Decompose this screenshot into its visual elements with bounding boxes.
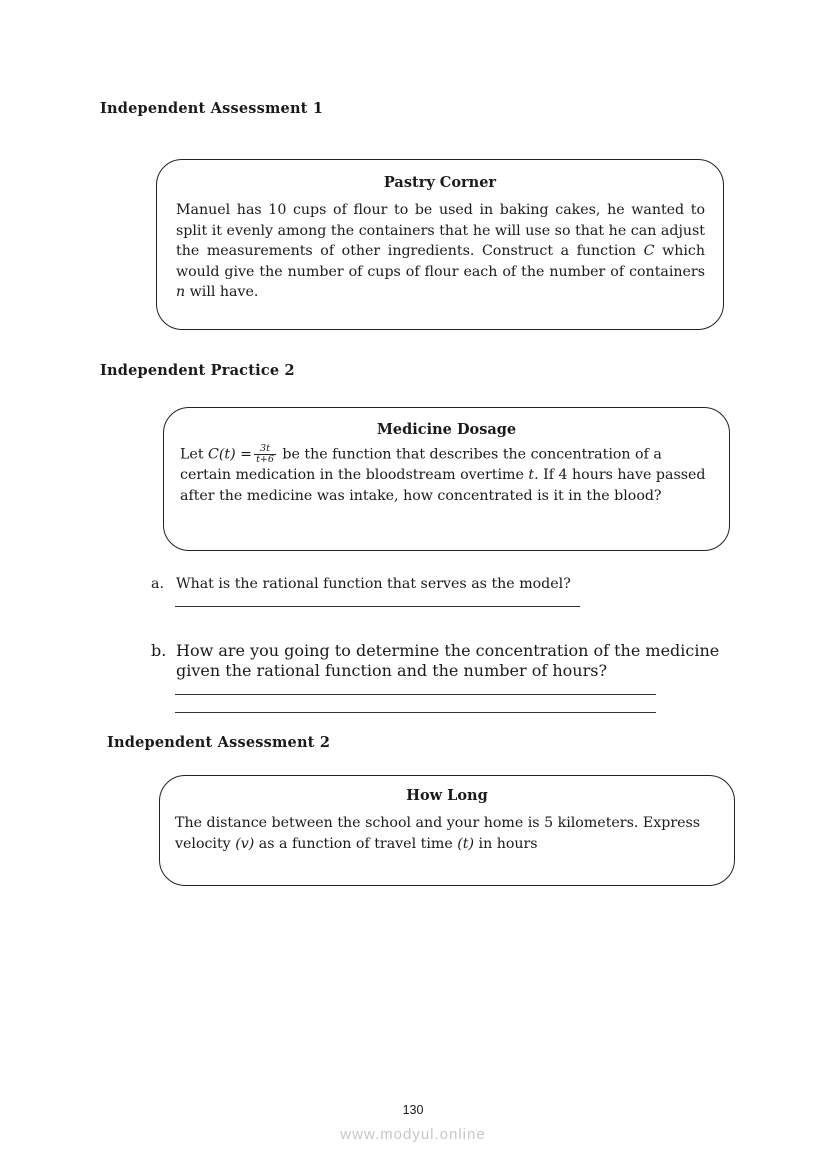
answer-line-b1[interactable] [175,694,656,695]
fraction: $\frac{3t}{t+6}$ [256,443,274,465]
medicine-dosage-text: Let C(t) = $\frac{3t}{t+6}$ be the function that describes the concentration of a certain medication in the bloodstream overtime t. If 4 hours have passed after the medicine was intake, how concentrated is it in the blood? [180,443,706,504]
heading-independent-assessment-2: Independent Assessment 2 [107,734,331,751]
pastry-corner-title: Pastry Corner [383,174,497,191]
how-long-box [159,775,735,886]
question-a [151,575,621,594]
how-long-title: How Long [406,787,488,804]
heading-independent-practice-2: Independent Practice 2 [100,362,295,379]
answer-line-a[interactable] [175,606,580,607]
heading-independent-assessment-1: Independent Assessment 1 [100,100,324,117]
question-b-text: How are you going to determine the concentration of the medicine given the rational function and the number of hours? [176,641,720,680]
answer-line-b2[interactable] [175,712,656,713]
medicine-dosage-title: Medicine Dosage [376,421,517,438]
pastry-corner-text: Manuel has 10 cups of flour to be used in baking cakes, he wanted to split it evenly among the containers that he will use so that he can adjust the measurements of other ingredients. Construct a function C which would give the number of cups of flour each of the number of containers n will have. [176,202,705,300]
question-a-marker: a. [151,576,164,592]
page-number: 130 [402,1103,424,1117]
question-b-marker: b. [151,641,167,660]
how-long-text: The distance between the school and your home is 5 kilometers. Express velocity (v) as a function of travel time (t) in hours [175,815,701,852]
pastry-corner-box [156,159,724,330]
function-expression: C(t) = [208,446,253,463]
watermark: www.modyul.online [340,1126,486,1143]
question-a-text: What is the rational function that serves as the model? [176,576,571,592]
question-b [151,641,721,681]
medicine-dosage-box [163,407,730,551]
